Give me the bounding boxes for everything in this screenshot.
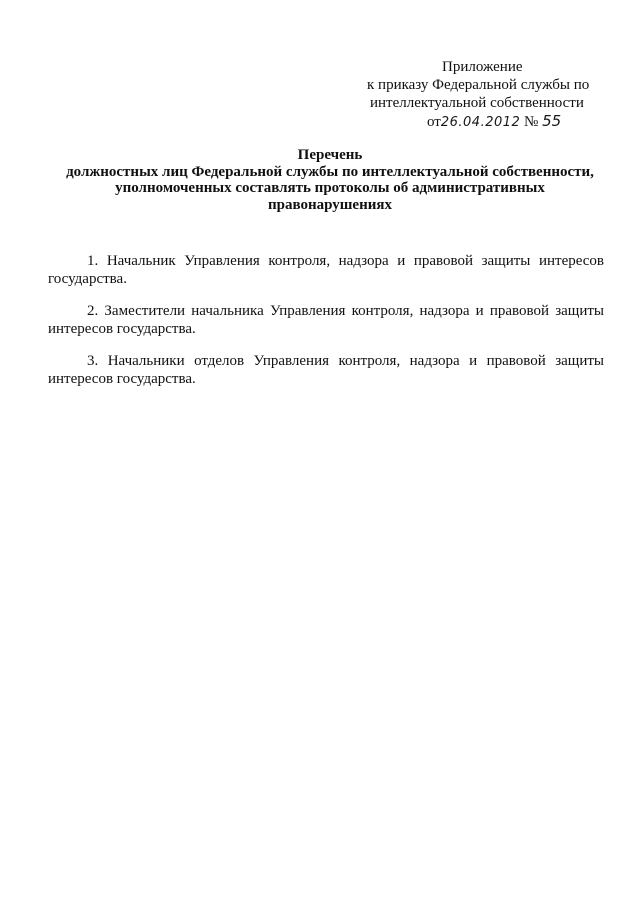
title-line-3: уполномоченных составлять протоколы об административных bbox=[115, 180, 545, 196]
title-line-4: правонарушениях bbox=[268, 196, 392, 213]
appendix-date-line bbox=[350, 112, 600, 132]
list-item: 3. Начальники отделов Управления контроля, надзора и правовой защиты интересов государства. bbox=[48, 353, 604, 387]
number-prefix: № bbox=[524, 114, 539, 130]
appendix-label: Приложение bbox=[442, 59, 523, 75]
handwritten-date: 26.04.2012 bbox=[440, 115, 521, 130]
handwritten-number: 55 bbox=[542, 112, 562, 130]
document-title bbox=[40, 147, 620, 213]
officials-list bbox=[48, 252, 604, 402]
date-prefix: от bbox=[427, 114, 441, 130]
appendix-order-ref: к приказу Федеральной службы по bbox=[367, 77, 590, 93]
list-item: 2. Заместители начальника Управления контроля, надзора и правовой защиты интересов государства. bbox=[48, 303, 604, 337]
appendix-header bbox=[350, 58, 600, 132]
title-line-2: должностных лиц Федеральной службы по интеллектуальной собственности, bbox=[66, 163, 594, 180]
appendix-agency: интеллектуальной собственности bbox=[370, 95, 584, 111]
title-heading: Перечень bbox=[297, 147, 363, 163]
list-item: 1. Начальник Управления контроля, надзора и правовой защиты интересов государства. bbox=[48, 253, 604, 287]
